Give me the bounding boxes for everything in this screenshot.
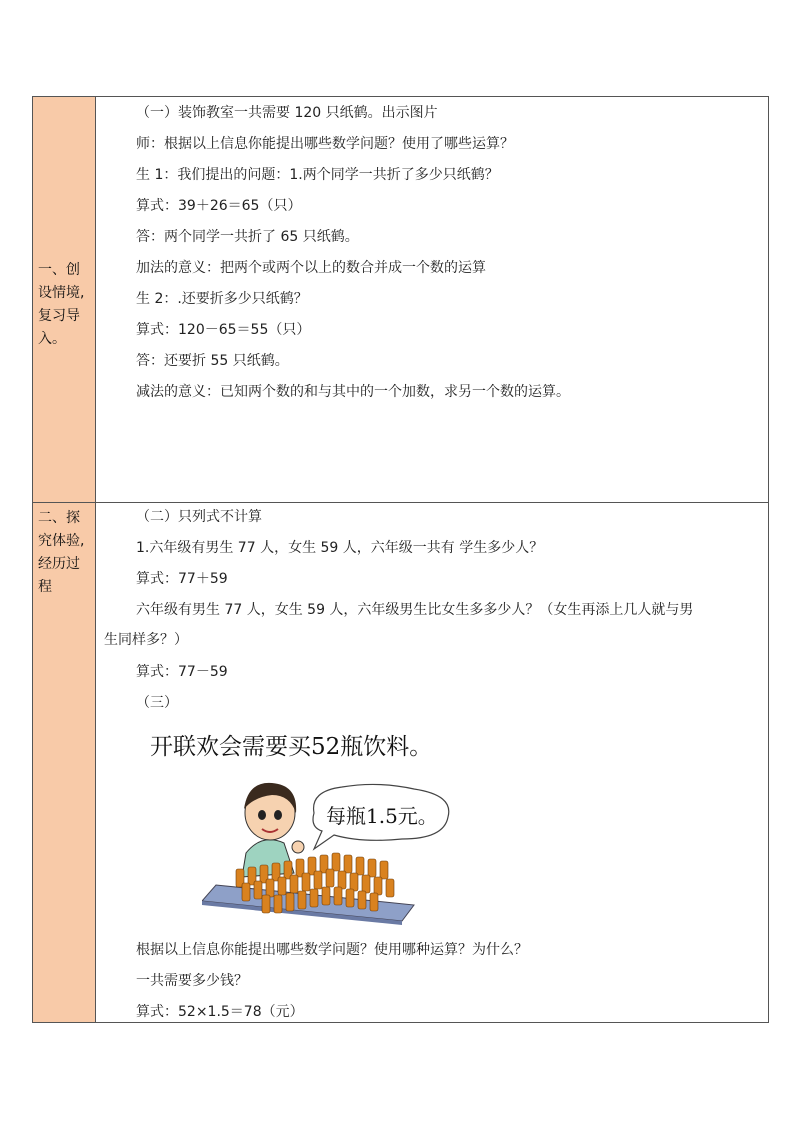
text-line: 根据以上信息你能提出哪些数学问题？使用哪种运算？为什么？ (136, 942, 528, 958)
text-line: 六年级有男生 77 人，女生 59 人，六年级男生比女生多多少人？（女生再添上几人就与男 (136, 602, 694, 618)
text-line: 算式：52×1.5＝78（元） (136, 1004, 304, 1020)
text-line: 加法的意义：把两个或两个以上的数合并成一个数的运算 (136, 260, 486, 276)
text-line: 生 2：.还要折多少只纸鹤？ (136, 291, 308, 307)
illustration-heading: 开联欢会需要买52瓶饮料。 (150, 734, 433, 760)
text-line: 答：还要折 55 只纸鹤。 (136, 353, 289, 369)
text-line: 生同样多？） (104, 632, 188, 648)
section-label: 二、探究体验,经历过程 (38, 510, 85, 595)
text-line: 算式：77＋59 (136, 571, 228, 587)
section-content-cell (96, 97, 768, 502)
section-content-cell (96, 503, 768, 1022)
section-row-1 (33, 97, 768, 503)
text-line: （三） (136, 695, 178, 711)
text-line: 一共需要多少钱？ (136, 973, 248, 989)
text-line: 师：根据以上信息你能提出哪些数学问题？使用了哪些运算？ (136, 136, 514, 152)
text-line: （一）装饰教室一共需要 120 只纸鹤。出示图片 (136, 105, 438, 121)
section-row-2 (33, 503, 768, 1022)
text-line: 算式：77－59 (136, 664, 228, 680)
text-line: 1.六年级有男生 77 人，女生 59 人，六年级一共有 学生多少人？ (136, 540, 544, 556)
speech-bubble-text: 每瓶1.5元。 (326, 804, 438, 828)
lesson-table (32, 96, 769, 1023)
text-line: （二）只列式不计算 (136, 509, 262, 525)
section-label-cell (33, 97, 96, 502)
text-line: 算式：120－65＝55（只） (136, 322, 311, 338)
boy-with-bottles-illustration (202, 773, 482, 933)
text-line: 减法的意义：已知两个数的和与其中的一个加数，求另一个数的运算。 (136, 384, 570, 400)
text-line: 生 1：我们提出的问题：1.两个同学一共折了多少只纸鹤？ (136, 167, 499, 183)
text-line: 算式：39＋26＝65（只） (136, 198, 302, 214)
section-label-cell (33, 503, 96, 1022)
text-line: 答：两个同学一共折了 65 只纸鹤。 (136, 229, 359, 245)
section-label: 一、创设情境,复习导入。 (38, 262, 85, 347)
